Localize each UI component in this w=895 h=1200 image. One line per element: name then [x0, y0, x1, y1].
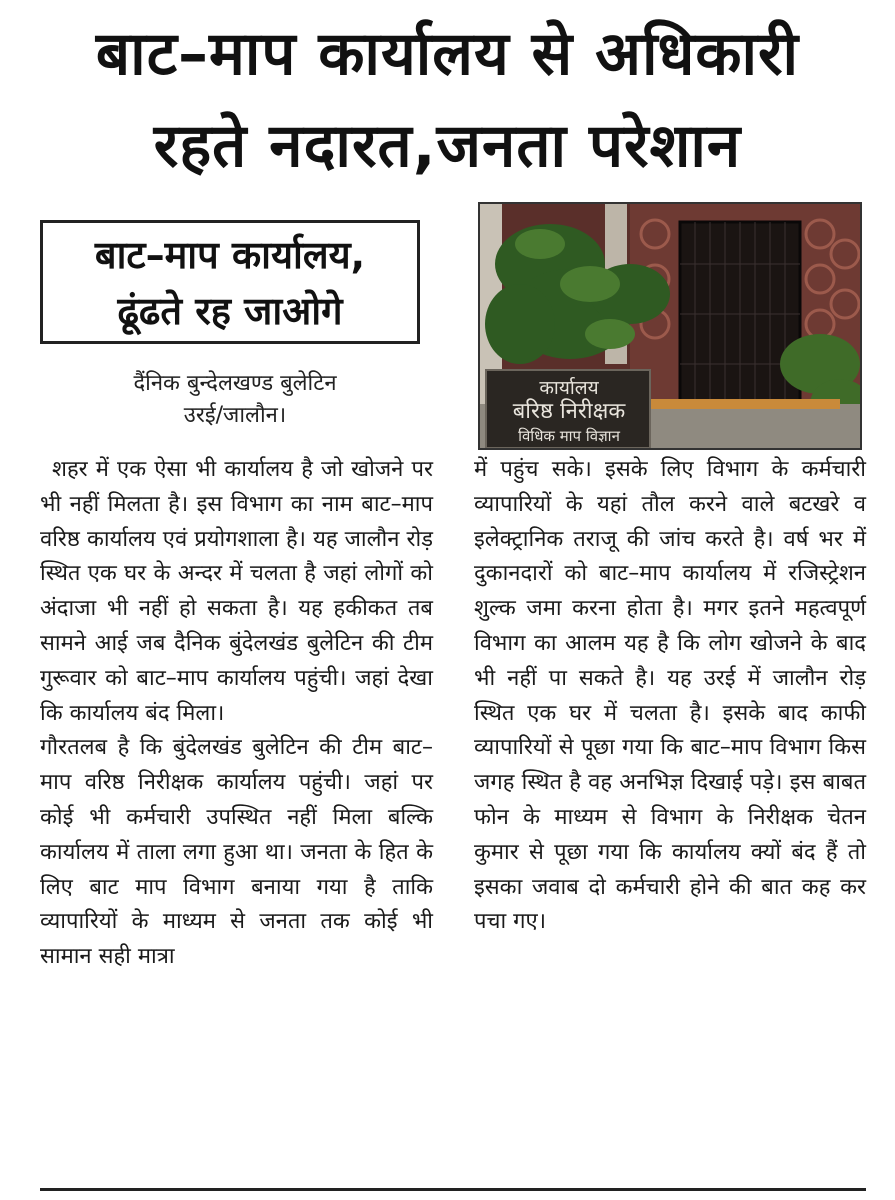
office-photo [478, 202, 862, 450]
right-paragraph-1: में पहुंच सके। इसके लिए विभाग के कर्मचारी व्यापारियों के यहां तौल करने वाले बटखरे व इलेक्ट्रानिक तराजू की जांच करते है। वर्ष भर में दुकानदारों को बाट–माप कार्यालय में रजिस्ट्रेशन शुल्क जमा करना होता है। मगर इतने महत्वपूर्ण विभाग का आलम यह है कि लोग खोजने के बाद भी नहीं पा सकते है। यह उरई में जालौन रोड़ स्थित एक घर में चलता है। इसके बाद काफी व्यापारियों से पूछा गया कि बाट–माप विभाग किस जगह स्थित है वह अनभिज्ञ दिखाई पड़े। इस बाबत फोन के माध्यम से विभाग के निरीक्षक चेतन कुमार से पूछा गया कि कार्यालय क्यों बंद हैं तो इसका जवाब दो कर्मचारी होने की बात कह कर पचा गए। [474, 457, 866, 935]
headline-line-2: रहते नदारत,जनता परेशान [153, 111, 742, 181]
sign-line-1: कार्यालय [539, 377, 599, 399]
byline [40, 368, 430, 432]
left-paragraph-2: गौरतलब है कि बुंदेलखंड बुलेटिन की टीम बाट–माप वरिष्ठ निरीक्षक कार्यालय पहुंची। जहां पर कोई भी कर्मचारी उपस्थित नहीं मिला बल्कि कार्यालय में ताला लगा हुआ था। जनता के हित के लिए बाट माप विभाग बनाया गया है ताकि व्यापारियों के माध्यम से जनता तक कोई भी सामान सही मात्रा [40, 735, 433, 970]
byline-location: उरई/जालौन। [183, 403, 287, 428]
sign-board [494, 376, 644, 448]
byline-publication: दैंनिक बुन्देलखण्ड बुलेटिन [133, 371, 337, 396]
headline-line-1: बाट–माप कार्यालय से अधिकारी [95, 19, 800, 89]
subhead-box [40, 220, 420, 344]
subhead-line-2: ढूंढते रह जाओगे [117, 289, 343, 333]
headline [0, 8, 895, 192]
left-paragraph-1: शहर में एक ऐसा भी कार्यालय है जो खोजने पर भी नहीं मिलता है। इस विभाग का नाम बाट–माप वरिष्ठ कार्यालय एवं प्रयोगशाला है। यह जालौन रोड़ स्थित एक घर के अन्दर में चलता है जहां लोगों को अंदाजा भी नहीं हो सकता है। यह हकीकत तब सामने आई जब दैनिक बुंदेलखंड बुलेटिन की टीम गुरूवार को बाट–माप कार्यालय पहुंची। जहां देखा कि कार्यालय बंद मिला। [40, 457, 433, 726]
article-left-column [40, 453, 433, 975]
sign-line-3: विधिक माप विज्ञान [518, 427, 620, 445]
subhead-line-1: बाट–माप कार्यालय, [94, 233, 366, 277]
article-right-column [474, 453, 866, 940]
bottom-divider [40, 1188, 866, 1191]
sign-line-2: बरिष्ठ निरीक्षक [512, 399, 626, 424]
